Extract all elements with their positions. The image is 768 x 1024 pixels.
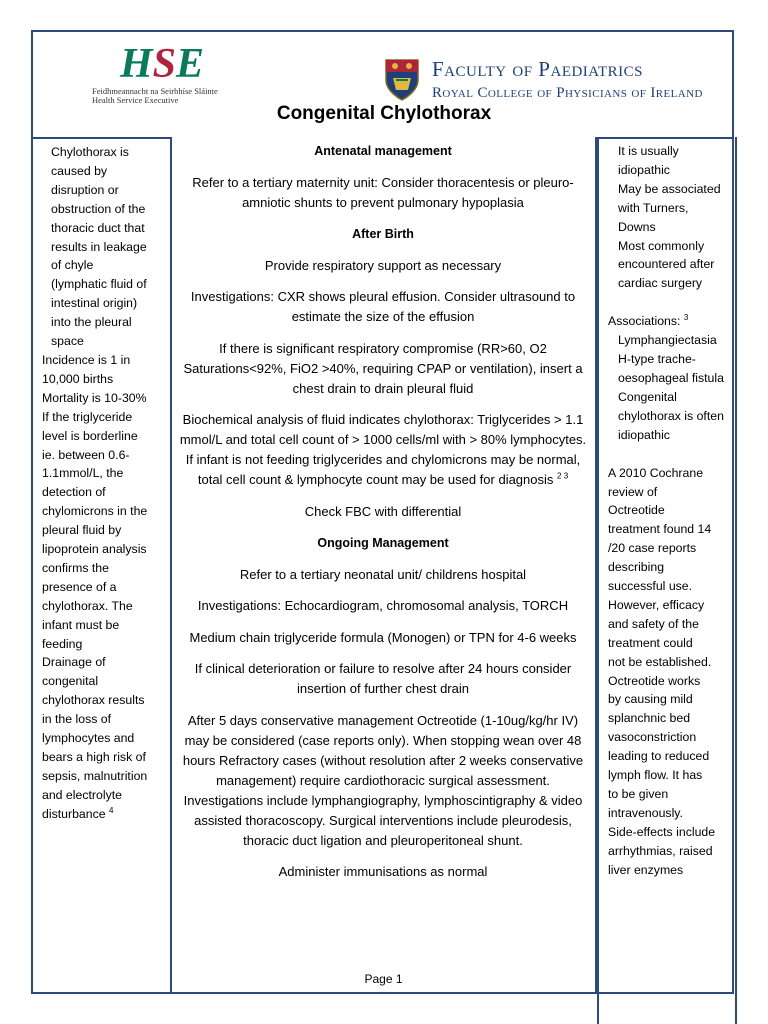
text-line: review of — [608, 484, 658, 499]
left-column — [42, 143, 164, 824]
text-line: feeding — [42, 636, 83, 651]
text-line: (lymphatic fluid of — [51, 277, 147, 292]
text-line: intestinal origin) — [51, 296, 138, 311]
text-line: level is borderline — [42, 428, 138, 443]
text-line: in the loss of — [42, 712, 112, 727]
text-line: caused by — [51, 163, 108, 178]
biochem-text: Biochemical analysis of fluid indicates chylothorax: Triglycerides > 1.1 mmol/L and total cell count of > 1000 cells/ml with > 80% lymphocytes. If infant is not feeding triglycerides and chylomicrons may be normal, total cell count & lymphocyte count may be used for diagnosis $^{2 3}$ — [179, 412, 587, 487]
text-line: lymphocytes and — [42, 731, 135, 746]
text-line: chylothorax. The — [42, 598, 133, 613]
immunisations-text: Administer immunisations as normal — [278, 864, 488, 879]
text-line: space — [51, 334, 84, 349]
hse-logo-english-name: Health Service Executive — [92, 95, 179, 105]
text-line: results in leakage — [51, 239, 147, 254]
text-line: chylothorax results — [42, 693, 145, 708]
antenatal-text: Refer to a tertiary maternity unit: Consider thoracentesis or pleuro-amniotic shunts to prevent pulmonary hypoplasia — [192, 174, 574, 210]
resp-compromise-text: If there is significant respiratory compromise (RR>60, O2 Saturations<92%, FiO2 >40%, requiring CPAP or ventilation), insert a chest drain to drain pleural fluid — [183, 340, 583, 396]
text-line: 1.1mmol/L, the — [42, 466, 124, 481]
text-line: pleural fluid by — [42, 523, 122, 538]
investigations-echo-text: Investigations: Echocardiogram, chromosomal analysis, TORCH — [197, 598, 569, 613]
fbc-text: Check FBC with differential — [304, 503, 462, 519]
text-line: infant must be — [42, 617, 120, 632]
document-title: Congenital Chylothorax — [276, 103, 492, 124]
text-line: cardiac surgery — [618, 276, 703, 291]
text-line: and safety of the — [608, 616, 699, 631]
mct-text: Medium chain triglyceride formula (Monogen) or TPN for 4-6 weeks — [189, 629, 577, 645]
text-line: confirms the — [42, 560, 109, 575]
text-line: Chylothorax is — [51, 145, 129, 159]
text-line: Drainage of — [42, 655, 106, 670]
text-line: disruption or — [51, 182, 119, 197]
investigations-cxr-text: Investigations: CXR shows pleural effusion. Consider ultrasound to estimate the size of the effusion — [190, 289, 576, 324]
text-line: vasoconstriction — [608, 730, 697, 745]
text-line: 10,000 births — [42, 371, 114, 386]
text-line: Congenital — [618, 389, 677, 404]
text-line: lymph flow. It has — [608, 768, 703, 783]
text-line: Most commonly — [618, 238, 705, 253]
text-line: treatment found 14 — [608, 522, 712, 537]
faculty-title: Faculty of Paediatrics — [432, 57, 643, 81]
text-line: obstruction of the — [51, 201, 146, 216]
text-line: oesophageal fistula — [618, 370, 724, 385]
left-last-line: disturbance $^4$ — [42, 805, 114, 821]
definition-block — [42, 143, 164, 351]
header-divider-left — [31, 137, 171, 139]
text-line: chylomicrons in the — [42, 504, 148, 519]
text-line: A 2010 Cochrane — [608, 465, 704, 480]
text-line: idiopathic — [618, 427, 670, 442]
text-line: H-type trache- — [618, 352, 696, 367]
text-line: and electrolyte — [42, 787, 122, 802]
ongoing-heading: Ongoing Management — [317, 536, 449, 550]
deterioration-text: If clinical deterioration or failure to resolve after 24 hours consider insertion of further chest drain — [194, 661, 572, 696]
text-line: leading to reduced — [608, 749, 710, 764]
intro-block — [608, 142, 732, 293]
text-line: detection of — [42, 485, 106, 500]
resp-support-text: Provide respiratory support as necessary — [264, 257, 502, 273]
text-line: splanchnic bed — [608, 711, 691, 726]
text-line: bears a high risk of — [42, 750, 146, 764]
text-line: It is usually — [618, 144, 679, 158]
text-line: liver enzymes — [608, 862, 684, 877]
page-number: Page 1 — [364, 972, 403, 986]
antenatal-heading: Antenatal management — [314, 144, 452, 158]
text-line: of chyle — [51, 258, 94, 273]
right-column — [608, 142, 732, 880]
text-line: sepsis, malnutrition — [42, 768, 148, 783]
octreotide-text: After 5 days conservative management Octreotide (1-10ug/kg/hr IV) may be considered (case reports only). When stopping wean over 48 hours Refractory cases (without resolution after 2 weeks conservative management) require cardiothoracic surgical assessment. Investigations include lymphangiography, lymphoscintigraphy & video assisted thoracoscopy. Surgical interventions include pleurodesis, thoracic duct ligation and pleuroperitoneal shunt. — [182, 712, 584, 848]
text-line: ie. between 0.6- — [42, 447, 130, 462]
text-line: Octreotide — [608, 503, 665, 518]
text-line: encountered after — [618, 257, 715, 272]
faculty-subtitle: Royal College of Physicians of Ireland — [432, 85, 703, 101]
text-line: Side-effects include — [608, 824, 716, 839]
associations-block — [608, 331, 732, 444]
text-line: with Turners, — [618, 200, 689, 215]
center-column — [176, 141, 590, 894]
text-line: idiopathic — [618, 162, 670, 177]
text-line: successful use. — [608, 579, 693, 594]
text-line: by causing mild — [608, 692, 693, 707]
text-line: Octreotide works — [608, 673, 701, 688]
text-line: If the triglyceride — [42, 409, 133, 424]
text-line: /20 case reports — [608, 541, 697, 556]
text-line: into the pleural — [51, 315, 132, 330]
text-line: not be established. — [608, 654, 712, 669]
cochrane-block — [608, 464, 732, 880]
text-line: However, efficacy — [608, 597, 705, 612]
text-line: thoracic duct that — [51, 220, 145, 235]
text-line: intravenously. — [608, 805, 683, 820]
text-line: treatment could — [608, 635, 693, 650]
text-line: Mortality is 10-30% — [42, 390, 147, 405]
text-line: arrhythmias, raised — [608, 843, 713, 858]
rcpi-crest-icon — [384, 58, 420, 102]
facts-block — [42, 351, 164, 805]
text-line: Downs — [618, 219, 656, 234]
refer-neonatal-text: Refer to a tertiary neonatal unit/ childrens hospital — [239, 566, 527, 582]
text-line: congenital — [42, 674, 99, 689]
hse-logo-mark: HSE — [120, 41, 205, 87]
text-line: Incidence is 1 in — [42, 352, 131, 367]
text-line: lipoprotein analysis — [42, 542, 147, 557]
hse-logo — [90, 41, 218, 105]
text-line: describing — [608, 560, 665, 575]
associations-label: Associations: $^3$ — [608, 313, 689, 329]
hse-logo-irish-name: Feidhmeannacht na Seirbhíse Sláinte — [92, 86, 218, 96]
text-line: presence of a — [42, 579, 117, 594]
text-line: chylothorax is often — [618, 408, 724, 423]
after-birth-heading: After Birth — [352, 227, 414, 241]
text-line: Lymphangiectasia — [618, 333, 717, 348]
text-line: to be given — [608, 787, 669, 801]
text-line: May be associated — [618, 181, 721, 196]
